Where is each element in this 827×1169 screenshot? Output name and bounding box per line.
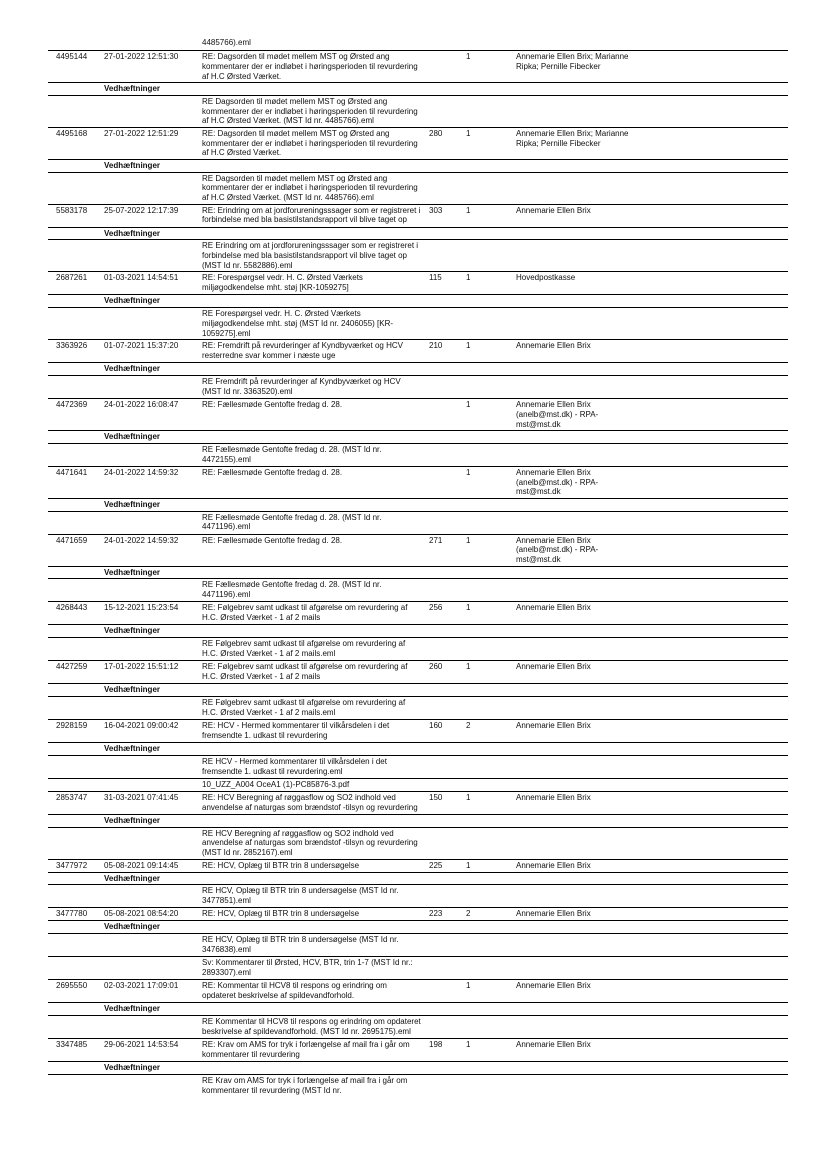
record-id: 4471641 xyxy=(56,467,88,477)
record-number: 303 xyxy=(429,205,443,215)
record-attachment-count: 1 xyxy=(466,662,471,672)
record-row xyxy=(48,271,788,294)
attachment-row xyxy=(48,443,788,466)
attachment-filename[interactable]: RE Krav om AMS for tryk i forlængelse af mail fra i går om kommentarer til revurdering (MST Id nr. xyxy=(202,1075,408,1095)
attachment-filename[interactable]: RE Kommentar til HCV8 til respons og erindring om opdateret beskrivelse af spildevandforhold. (MST Id nr. 2695175).eml xyxy=(202,1016,421,1036)
attachment-continuation: 4485766).eml xyxy=(202,38,251,47)
record-subject: RE: Følgebrev samt udkast til afgørelse om revurdering af H.C. Ørsted Værket - 1 af 2 mails xyxy=(202,662,408,681)
record-subject: RE: Kommentar til HCV8 til respons og erindring om opdateret beskrivelse af spildevandforhold. xyxy=(202,981,387,1000)
record-date: 29-06-2021 14:53:54 xyxy=(104,1039,179,1049)
attachment-row xyxy=(48,827,788,859)
record-date: 24-01-2022 14:59:32 xyxy=(104,535,179,545)
record-id: 2695550 xyxy=(56,981,88,991)
record-subject: RE: Fremdrift på revurderinger af Kyndbyværket og HCV resterredne svar kommer i næste uge xyxy=(202,341,403,360)
attachment-filename[interactable]: RE Dagsorden til mødet mellem MST og Ørsted ang kommentarer der er indløbet i høringsperioden til revurdering af H.C Ørsted Værket. (MST Id nr. 4485766).eml xyxy=(202,173,418,203)
attachment-row xyxy=(48,511,788,534)
attachments-label: Vedhæftninger xyxy=(104,922,161,932)
record-date: 16-04-2021 09:00:42 xyxy=(104,720,179,730)
record-attachment-count: 1 xyxy=(466,792,471,802)
record-date: 15-12-2021 15:23:54 xyxy=(104,603,179,613)
record-recipients: Annemarie Ellen Brix (anelb@mst.dk) - RPA-mst@mst.dk xyxy=(516,467,599,497)
record-recipients: Annemarie Ellen Brix xyxy=(516,603,591,613)
record-attachment-count: 1 xyxy=(466,341,471,351)
attachment-filename[interactable]: RE Erindring om at jordforureningsssager som er registreret i forbindelse med bla basistilstandsrapport vil blive taget op (MST Id nr. 5582886).eml xyxy=(202,241,419,270)
record-id: 4472369 xyxy=(56,399,88,409)
record-row xyxy=(48,204,788,227)
record-attachment-count: 1 xyxy=(466,535,471,545)
record-number: 225 xyxy=(429,860,443,870)
record-number: 223 xyxy=(429,909,443,919)
record-id: 3347485 xyxy=(56,1039,88,1049)
record-recipients: Annemarie Ellen Brix; Marianne Ripka; Pernille Fibecker xyxy=(516,128,629,148)
record-row xyxy=(48,398,788,430)
record-attachment-count: 1 xyxy=(466,860,471,870)
record-attachment-count: 1 xyxy=(466,603,471,613)
record-number: 115 xyxy=(429,273,442,283)
record-recipients: Annemarie Ellen Brix xyxy=(516,981,591,991)
attachments-label: Vedhæftninger xyxy=(104,431,161,441)
record-date: 17-01-2022 15:51:12 xyxy=(104,662,179,672)
record-attachment-count: 1 xyxy=(466,52,471,61)
attachment-filename[interactable]: RE Fremdrift på revurderinger af Kyndbyværket og HCV (MST Id nr. 3363520).eml xyxy=(202,376,401,396)
record-attachment-count: 1 xyxy=(466,1039,471,1049)
attachments-header-row xyxy=(48,82,788,95)
attachment-filename[interactable]: RE HCV Beregning af røggasflow og SO2 indhold ved anvendelse af naturgas som brændstof -tilsyn og revurdering (MST Id nr. 2852167).eml xyxy=(202,828,418,858)
record-date: 25-07-2022 12:17:39 xyxy=(104,205,179,215)
attachment-row xyxy=(48,956,788,979)
record-subject: RE: Dagsorden til mødet mellem MST og Ørsted ang kommentarer der er indløbet i høringsperioden til revurdering af H.C Ørsted Værket. xyxy=(202,128,418,158)
record-recipients: Annemarie Ellen Brix xyxy=(516,662,591,672)
record-attachment-count: 2 xyxy=(466,720,471,730)
record-row xyxy=(48,660,788,683)
attachment-row xyxy=(48,578,788,601)
attachment-filename[interactable]: RE Fællesmøde Gentofte fredag d. 28. (MST Id nr. 4471196).eml xyxy=(202,580,382,600)
attachments-header-row xyxy=(48,498,788,511)
attachment-filename[interactable]: RE Forespørgsel vedr. H. C. Ørsted Værkets miljøgodkendelse mht. støj (MST Id nr. 2406055) [KR-1059275].eml xyxy=(202,309,394,338)
attachments-header-row xyxy=(48,227,788,240)
record-attachment-count: 1 xyxy=(466,981,471,991)
record-id: 2853747 xyxy=(56,792,88,802)
attachments-header-row xyxy=(48,1061,788,1074)
record-subject: RE: HCV, Oplæg til BTR trin 8 undersøgelse xyxy=(202,860,360,870)
record-subject: RE: Fællesmøde Gentofte fredag d. 28. xyxy=(202,467,343,477)
record-subject: RE: Fællesmøde Gentofte fredag d. 28. xyxy=(202,399,343,409)
record-date: 01-07-2021 15:37:20 xyxy=(104,341,179,351)
attachment-filename[interactable]: RE Fællesmøde Gentofte fredag d. 28. (MST Id nr. 4471196).eml xyxy=(202,512,382,532)
record-attachment-count: 1 xyxy=(466,399,471,409)
record-id: 2928159 xyxy=(56,720,88,730)
record-subject: RE: HCV, Oplæg til BTR trin 8 undersøgelse xyxy=(202,909,360,919)
attachments-header-row xyxy=(48,742,788,755)
record-id: 3477780 xyxy=(56,909,88,919)
email-log-table xyxy=(48,38,788,1097)
record-row xyxy=(48,466,788,498)
record-row xyxy=(48,339,788,362)
record-subject: RE: Krav om AMS for tryk i forlængelse af mail fra i går om kommentarer til revurdering xyxy=(202,1039,410,1059)
record-recipients: Annemarie Ellen Brix xyxy=(516,909,591,919)
record-id: 4427259 xyxy=(56,662,88,672)
attachments-label: Vedhæftninger xyxy=(104,873,161,883)
record-recipients: Annemarie Ellen Brix (anelb@mst.dk) - RPA-mst@mst.dk xyxy=(516,535,599,565)
record-subject: RE: HCV - Hermed kommentarer til vilkårsdelen i det fremsendte 1. udkast til revurdering xyxy=(202,720,390,740)
record-subject: RE: Dagsorden til mødet mellem MST og Ørsted ang kommentarer der er indløbet i høringsperioden til revurdering af H.C Ørsted Værket. xyxy=(202,52,418,81)
record-row xyxy=(48,127,788,159)
record-attachment-count: 2 xyxy=(466,909,471,919)
record-recipients: Hovedpostkasse xyxy=(516,273,576,283)
attachments-label: Vedhæftninger xyxy=(104,743,161,753)
record-id: 3363926 xyxy=(56,341,88,351)
attachment-filename[interactable]: RE Følgebrev samt udkast til afgørelse om revurdering af H.C. Ørsted Værket - 1 af 2 mails.eml xyxy=(202,639,406,658)
attachments-header-row xyxy=(48,624,788,637)
attachments-header-row xyxy=(48,814,788,827)
attachment-row xyxy=(48,307,788,339)
record-recipients: Annemarie Ellen Brix; Marianne Ripka; Pernille Fibecker xyxy=(516,52,629,71)
attachments-label: Vedhæftninger xyxy=(104,685,161,695)
record-attachment-count: 1 xyxy=(466,128,471,138)
record-recipients: Annemarie Ellen Brix xyxy=(516,860,591,870)
attachments-label: Vedhæftninger xyxy=(104,1062,161,1072)
record-row xyxy=(48,1038,788,1061)
record-id: 4495168 xyxy=(56,128,88,138)
record-date: 05-08-2021 08:54:20 xyxy=(104,909,179,919)
record-date: 02-03-2021 17:09:01 xyxy=(104,981,179,991)
attachment-filename[interactable]: Sv: Kommentarer til Ørsted, HCV, BTR, trin 1-7 (MST Id nr.: 2893307).eml xyxy=(202,958,413,977)
record-row xyxy=(48,50,788,82)
attachments-label: Vedhæftninger xyxy=(104,626,161,636)
attachments-label: Vedhæftninger xyxy=(104,815,161,825)
record-date: 24-01-2022 14:59:32 xyxy=(104,467,179,477)
attachments-label: Vedhæftninger xyxy=(104,364,161,374)
attachment-row xyxy=(48,95,788,127)
record-number: 260 xyxy=(429,662,443,672)
attachments-header-row xyxy=(48,1002,788,1015)
attachment-row xyxy=(48,637,788,660)
attachments-header-row xyxy=(48,294,788,307)
attachments-label: Vedhæftninger xyxy=(104,1004,161,1014)
record-recipients: Annemarie Ellen Brix xyxy=(516,341,591,351)
attachment-row xyxy=(48,375,788,398)
record-date: 27-01-2022 12:51:30 xyxy=(104,52,179,61)
record-subject: RE: HCV Beregning af røggasflow og SO2 indhold ved anvendelse af naturgas som brændstof -tilsyn og revurdering xyxy=(202,792,418,812)
attachment-filename[interactable]: RE HCV, Oplæg til BTR trin 8 undersøgelse (MST Id nr. 3477851).eml xyxy=(202,886,399,906)
record-id: 4471659 xyxy=(56,535,88,545)
record-row xyxy=(48,791,788,814)
attachments-label: Vedhæftninger xyxy=(104,160,161,170)
attachments-header-row xyxy=(48,566,788,579)
attachments-label: Vedhæftninger xyxy=(104,228,161,238)
record-subject: RE: Erindring om at jordforureningsssager som er registreret i forbindelse med bla basistilstandsrapport vil blive taget op xyxy=(202,205,421,225)
record-number: 256 xyxy=(429,603,443,613)
attachment-filename[interactable]: RE HCV - Hermed kommentarer til vilkårsdelen i det fremsendte 1. udkast til revurdering.eml xyxy=(202,756,387,776)
record-attachment-count: 1 xyxy=(466,273,471,283)
attachment-row xyxy=(48,884,788,907)
record-date: 31-03-2021 07:41:45 xyxy=(104,792,179,802)
record-row xyxy=(48,534,788,566)
attachments-header-row xyxy=(48,430,788,443)
attachment-row xyxy=(48,778,788,791)
attachments-label: Vedhæftninger xyxy=(104,499,161,509)
record-number: 198 xyxy=(429,1039,443,1049)
record-subject: RE: Fællesmøde Gentofte fredag d. 28. xyxy=(202,535,343,545)
record-row xyxy=(48,907,788,920)
record-recipients: Annemarie Ellen Brix xyxy=(516,792,591,802)
record-row xyxy=(48,859,788,872)
attachment-row xyxy=(48,239,788,271)
attachments-header-row xyxy=(48,683,788,696)
record-recipients: Annemarie Ellen Brix xyxy=(516,1039,591,1049)
attachment-filename[interactable]: 10_UZZ_A004 OceA1 (1)-PC85876-3.pdf xyxy=(202,779,350,789)
record-date: 01-03-2021 14:54:51 xyxy=(104,273,179,283)
attachment-filename[interactable]: RE Fællesmøde Gentofte fredag d. 28. (MST Id nr. 4472155).eml xyxy=(202,444,382,464)
attachment-row xyxy=(48,1074,788,1097)
record-recipients: Annemarie Ellen Brix (anelb@mst.dk) - RPA-mst@mst.dk xyxy=(516,399,599,429)
record-row xyxy=(48,719,788,742)
attachments-header-row xyxy=(48,872,788,885)
attachment-filename[interactable]: RE Dagsorden til mødet mellem MST og Ørsted ang kommentarer der er indløbet i høringsperioden til revurdering af H.C Ørsted Værket. (MST Id nr. 4485766).eml xyxy=(202,96,418,126)
attachment-filename[interactable]: RE Følgebrev samt udkast til afgørelse om revurdering af H.C. Ørsted Værket - 1 af 2 mails.eml xyxy=(202,697,406,717)
record-row xyxy=(48,979,788,1002)
attachments-header-row xyxy=(48,920,788,933)
record-row xyxy=(48,601,788,624)
record-number: 280 xyxy=(429,128,443,138)
attachment-row xyxy=(48,755,788,778)
record-subject: RE: Følgebrev samt udkast til afgørelse om revurdering af H.C. Ørsted Værket - 1 af 2 mails xyxy=(202,603,408,623)
record-subject: RE: Forespørgsel vedr. H. C. Ørsted Værkets miljøgodkendelse mht. støj [KR-1059275] xyxy=(202,273,363,293)
record-date: 27-01-2022 12:51:29 xyxy=(104,128,179,138)
record-attachment-count: 1 xyxy=(466,467,471,477)
attachments-label: Vedhæftninger xyxy=(104,84,161,93)
attachment-row xyxy=(48,1015,788,1038)
top-fragment-row xyxy=(48,38,788,50)
attachment-filename[interactable]: RE HCV, Oplæg til BTR trin 8 undersøgelse (MST Id nr. 3476838).eml xyxy=(202,935,399,954)
record-attachment-count: 1 xyxy=(466,205,471,215)
record-number: 160 xyxy=(429,720,443,730)
record-id: 4495144 xyxy=(56,52,88,61)
record-number: 271 xyxy=(429,535,443,545)
record-recipients: Annemarie Ellen Brix xyxy=(516,205,591,215)
record-number: 210 xyxy=(429,341,443,351)
record-id: 5583178 xyxy=(56,205,88,215)
attachment-row xyxy=(48,172,788,204)
record-date: 05-08-2021 09:14:45 xyxy=(104,860,179,870)
record-id: 4268443 xyxy=(56,603,88,613)
record-number: 150 xyxy=(429,792,443,802)
attachment-row xyxy=(48,933,788,956)
record-recipients: Annemarie Ellen Brix xyxy=(516,720,591,730)
attachment-row xyxy=(48,696,788,719)
record-date: 24-01-2022 16:08:47 xyxy=(104,399,179,409)
record-id: 2687261 xyxy=(56,273,88,283)
attachments-label: Vedhæftninger xyxy=(104,567,161,577)
record-id: 3477972 xyxy=(56,860,88,870)
attachments-label: Vedhæftninger xyxy=(104,296,161,306)
attachments-header-row xyxy=(48,159,788,172)
attachments-header-row xyxy=(48,362,788,375)
